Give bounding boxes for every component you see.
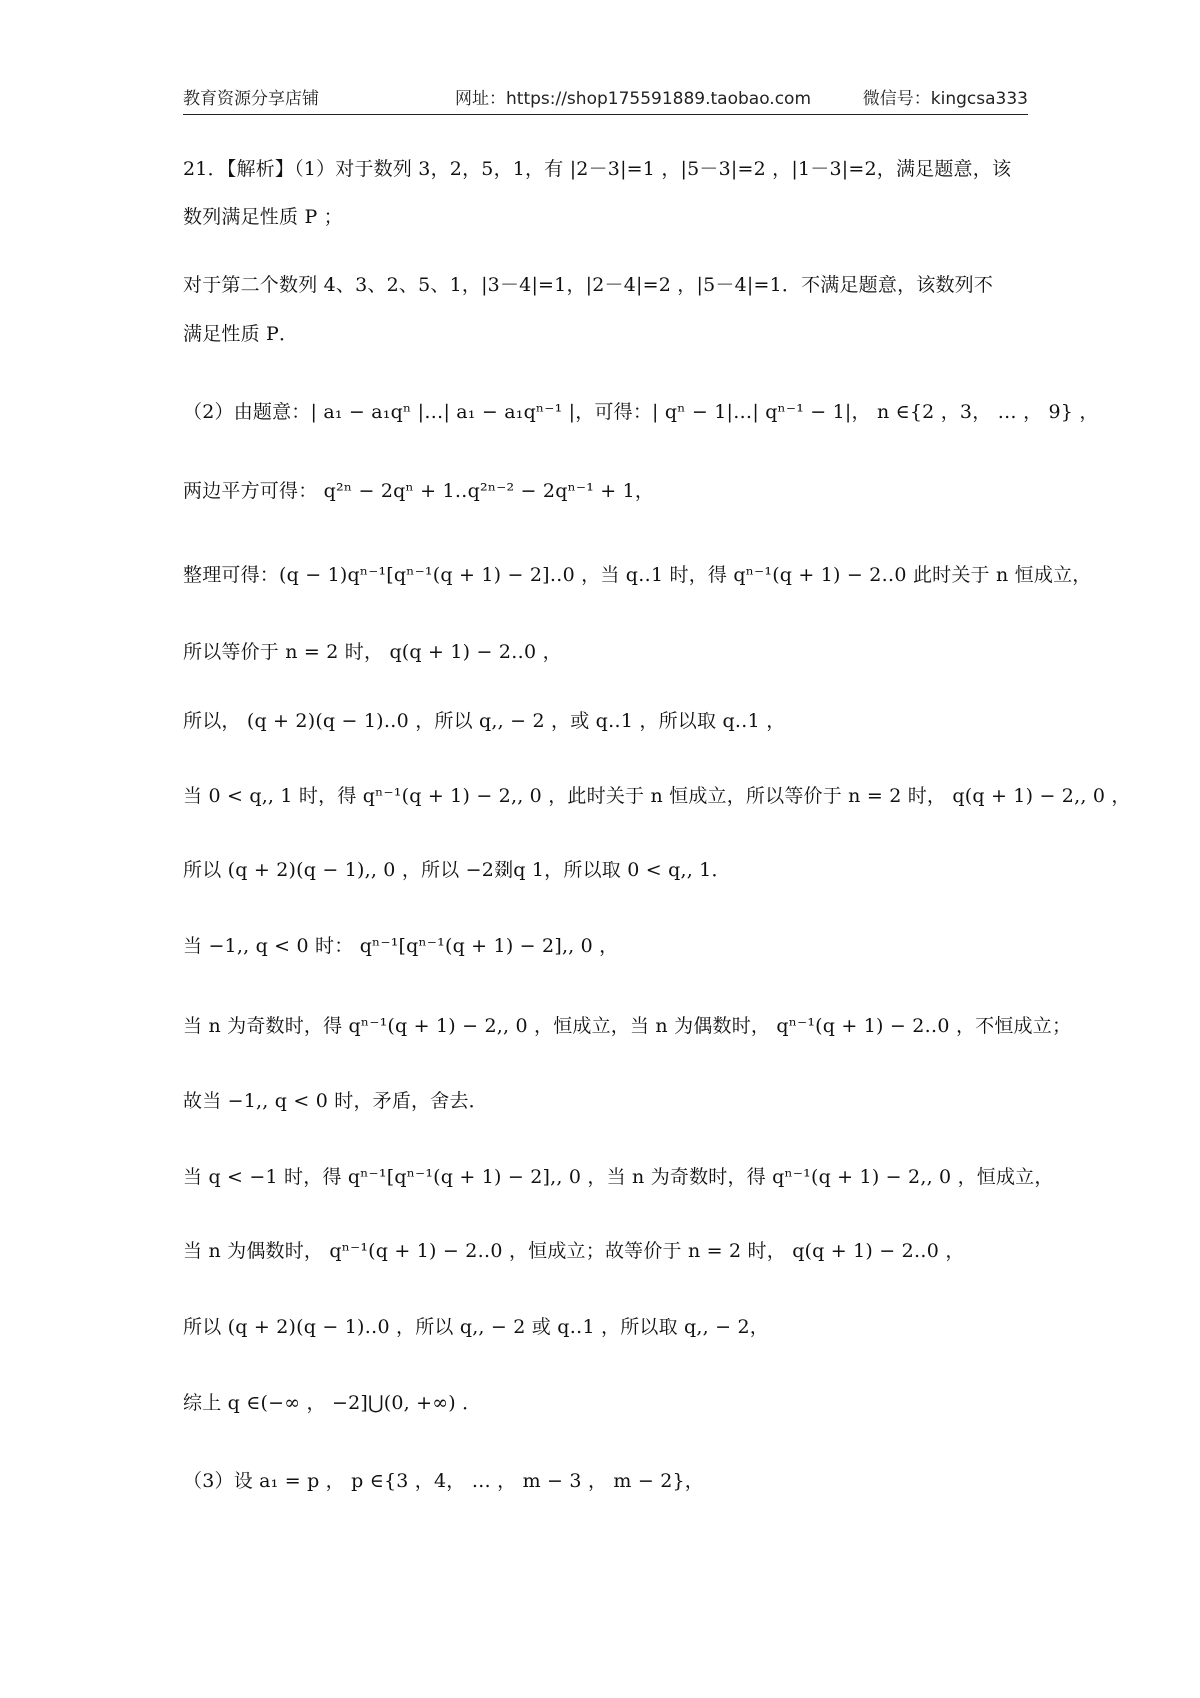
header-url[interactable]: 网址：https://shop175591889.taobao.com [455,89,812,109]
text-line-11: 所以 (q + 2)(q − 1),, 0 ，所以 −2剟q 1，所以取 0 < q,, 1． [183,859,731,881]
text-line-3: 对于第二个数列 4、3、2、5、1，|3－4|=1，|2－4|=2 ，|5－4|=1．不满足题意，该数列不 [183,274,994,296]
text-line-13: 当 n 为奇数时，得 qⁿ⁻¹(q + 1) − 2,, 0 ，恒成立，当 n 为偶数时， qⁿ⁻¹(q + 1) − 2‥0 ，不恒成立； [183,1015,1072,1037]
header-shop-name: 教育资源分享店铺 [183,89,319,109]
text-line-19: （3）设 a₁ = p ， p ∈{3 ，4， … ， m − 3 ， m − 2}， [183,1470,704,1492]
text-line-4: 满足性质 P． [183,323,299,345]
header-divider [183,114,1028,115]
text-line-15: 当 q < −1 时，得 qⁿ⁻¹[qⁿ⁻¹(q + 1) − 2],, 0 ，当 n 为奇数时，得 qⁿ⁻¹(q + 1) − 2,, 0 ，恒成立， [183,1166,1054,1188]
text-line-2: 数列满足性质 P ； [183,206,343,228]
page-header [183,84,1028,114]
text-line-9: 所以， (q + 2)(q − 1)‥0 ，所以 q,, − 2 ，或 q‥1 ，所以取 q‥1 ， [183,710,786,732]
text-line-1: 21．【解析】（1）对于数列 3，2，5，1，有 |2－3|=1 ，|5－3|=2 ，|1－3|=2，满足题意，该 [183,158,1012,180]
text-line-6: 两边平方可得： q²ⁿ − 2qⁿ + 1‥q²ⁿ⁻² − 2qⁿ⁻¹ + 1， [183,480,655,502]
text-line-18: 综上 q ∈(−∞ ， −2]⋃(0, +∞) ． [183,1392,482,1414]
text-line-5: （2）由题意：| a₁ − a₁qⁿ |…| a₁ − a₁qⁿ⁻¹ |，可得：| qⁿ − 1|…| qⁿ⁻¹ − 1|， n ∈{2 ，3， … ， 9} ， [183,401,1099,423]
text-line-8: 所以等价于 n = 2 时， q(q + 1) − 2‥0 ， [183,641,562,663]
text-line-16: 当 n 为偶数时， qⁿ⁻¹(q + 1) − 2‥0 ，恒成立；故等价于 n = 2 时， q(q + 1) − 2‥0 ， [183,1240,965,1262]
text-line-14: 故当 −1,, q < 0 时，矛盾，舍去． [183,1090,488,1112]
text-line-17: 所以 (q + 2)(q − 1)‥0 ，所以 q,, − 2 或 q‥1 ，所以取 q,, − 2， [183,1316,769,1338]
text-line-12: 当 −1,, q < 0 时： qⁿ⁻¹[qⁿ⁻¹(q + 1) − 2],, 0 ， [183,935,619,957]
text-line-7: 整理可得：(q − 1)qⁿ⁻¹[qⁿ⁻¹(q + 1) − 2]‥0 ，当 q‥1 时，得 qⁿ⁻¹(q + 1) − 2‥0 此时关于 n 恒成立， [183,564,1092,586]
header-wechat: 微信号：kingcsa333 [862,89,1028,109]
text-line-10: 当 0 < q,, 1 时，得 qⁿ⁻¹(q + 1) − 2,, 0 ，此时关于 n 恒成立，所以等价于 n = 2 时， q(q + 1) − 2,, 0 ， [183,785,1131,807]
